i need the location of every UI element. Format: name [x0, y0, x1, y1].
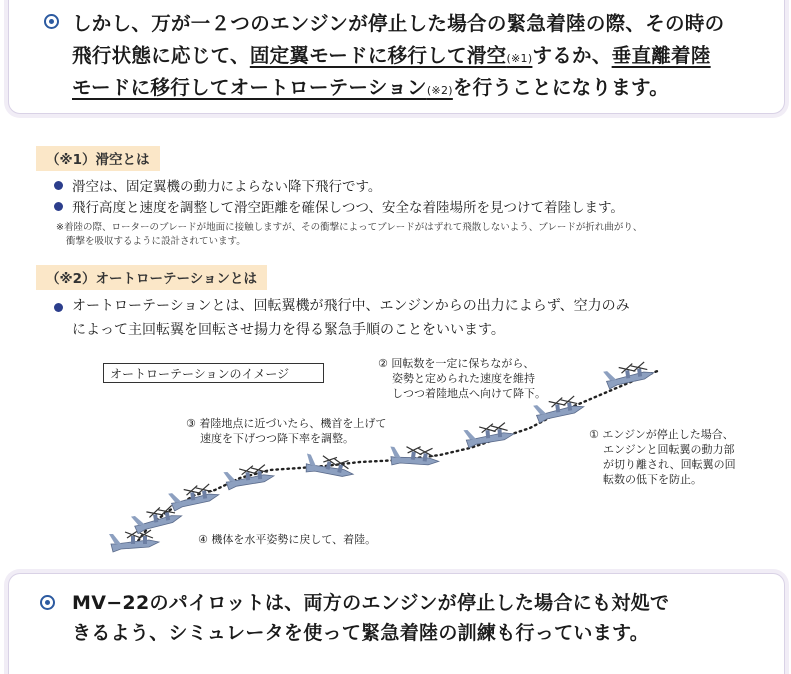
top-line-1 — [72, 8, 724, 36]
aircraft-icon — [168, 483, 221, 512]
top-line-2-part-5: 垂直離着陸 — [611, 44, 711, 67]
bottom-line-2: きるよう、シミュレータを使って緊急着陸の訓練も行っています。 — [72, 622, 650, 644]
section1-note-2: 衝撃を吸収するように設計されています。 — [66, 236, 246, 247]
top-line-3-part-3: を行うことになります。 — [452, 76, 670, 99]
top-line-3-part-2: (※2) — [426, 84, 453, 97]
bullet-dot-icon — [54, 181, 63, 190]
top-line-1-part-1: しかし、万が一２つのエンジンが停止した場合の緊急着陸の際、その時の — [72, 12, 725, 35]
aircraft-icon — [223, 464, 275, 490]
bullet-dot-icon — [54, 202, 63, 211]
section2-label: （※2）オートローテーションとは — [36, 265, 267, 290]
top-line-2-part-4: するか、 — [532, 44, 612, 67]
aircraft-icon — [302, 450, 356, 484]
section1-note-1: ※着陸の際、ローターのブレードが地面に接触しますが、その衝撃によってブレードがはずれて飛散しないよう、ブレードが折れ曲がり、 — [56, 222, 643, 233]
bullet-dot-icon — [54, 303, 63, 312]
step2-caption: ② 回転数を一定に保ちながら、 姿勢と定められた速度を維持 しつつ着陸地点へ向けて降下。 — [378, 357, 546, 400]
top-line-3-part-1: モードに移行してオートローテーション — [72, 76, 427, 99]
top-line-3 — [72, 72, 669, 100]
top-line-2-part-3: (※1) — [506, 52, 533, 65]
section1-label: （※1）滑空とは — [36, 146, 160, 171]
diagram-title: オートローテーションのイメージ — [103, 363, 324, 383]
aircraft-icon — [388, 442, 441, 471]
section1-bullet-1: 滑空は、固定翼機の動力によらない降下飛行です。 — [72, 179, 382, 195]
section2-line-1: オートローテーションとは、回転翼機が飛行中、エンジンからの出力によらず、空力のみ — [72, 298, 630, 314]
step3-caption: ③ 着陸地点に近づいたら、機首を上げて 速度を下げつつ降下率を調整。 — [186, 417, 387, 445]
section2-line-2: によって主回転翼を回転させ揚力を得る緊急手順のことをいいます。 — [72, 322, 505, 338]
top-line-2 — [72, 40, 711, 68]
step4-caption: ④ 機体を水平姿勢に戻して、着陸。 — [198, 533, 377, 546]
bottom-line-1: MV−22のパイロットは、両方のエンジンが停止した場合にも対処で — [72, 592, 670, 614]
circle-bullet-icon — [40, 595, 55, 610]
top-line-2-part-1: 飛行状態に応じて、 — [72, 44, 250, 67]
step1-caption: ① エンジンが停止した場合、 エンジンと回転翼の動力部 が切り離され、回転翼の回 転数の低下を防止。 — [589, 428, 736, 486]
aircraft-icon — [603, 361, 656, 390]
section1-bullet-2: 飛行高度と速度を調整して滑空距離を確保しつつ、安全な着陸場所を見つけて着陸します。 — [72, 200, 624, 216]
aircraft-icon — [109, 530, 159, 552]
aircraft-icon — [463, 422, 515, 448]
circle-bullet-icon — [44, 14, 59, 29]
top-line-2-part-2: 固定翼モードに移行して滑空 — [249, 44, 507, 67]
